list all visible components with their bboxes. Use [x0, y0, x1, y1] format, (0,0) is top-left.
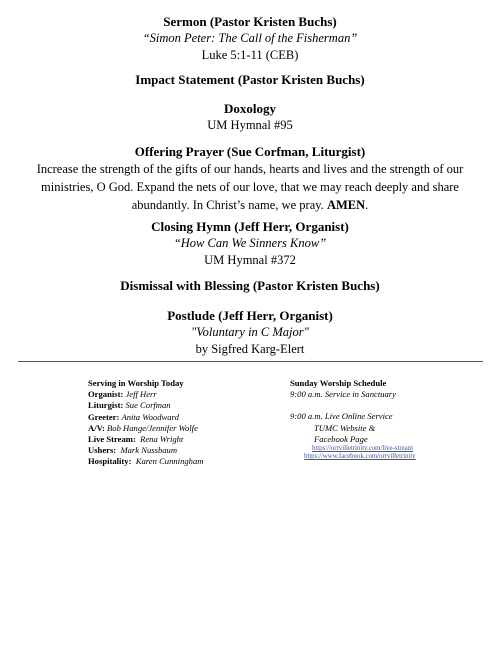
dismissal-heading: Dismissal with Blessing (Pastor Kristen Buchs)	[120, 278, 380, 293]
role-name: Mark Nussbaum	[120, 445, 178, 456]
role-label: Liturgist:	[88, 400, 124, 411]
section-divider	[18, 361, 483, 362]
postlude-title: "Voluntary in C Major"	[191, 325, 309, 339]
serving-column	[88, 378, 288, 468]
postlude-section	[0, 307, 500, 358]
closing-hymn-title: “How Can We Sinners Know”	[173, 236, 327, 250]
impact-section	[0, 71, 500, 88]
schedule-website: TUMC Website &	[314, 422, 376, 433]
live-stream-link[interactable]: https://orrvilletrinity.com/live-stream	[312, 445, 413, 453]
offering-section	[0, 143, 500, 214]
schedule-online: 9:00 a.m. Live Online Service	[290, 411, 393, 422]
schedule-sanctuary: 9:00 a.m. Service in Sanctuary	[290, 389, 396, 400]
doxology-hymn: UM Hymnal #95	[207, 118, 293, 132]
serving-role-row	[88, 445, 288, 456]
closing-heading: Closing Hymn (Jeff Herr, Organist)	[151, 219, 349, 234]
serving-role-row	[88, 456, 288, 467]
sermon-title: “Simon Peter: The Call of the Fisherman”	[142, 31, 358, 45]
role-label: Hospitality:	[88, 456, 132, 467]
sermon-section	[0, 13, 500, 64]
postlude-composer: by Sigfred Karg-Elert	[195, 342, 305, 356]
role-label: A/V:	[88, 422, 105, 433]
offering-heading: Offering Prayer (Sue Corfman, Liturgist)	[134, 144, 366, 159]
facebook-link[interactable]: https://www.facebook.com/orrvilletrinity	[304, 453, 416, 461]
serving-role-row	[88, 412, 288, 423]
doxology-section	[0, 100, 500, 134]
impact-heading: Impact Statement (Pastor Kristen Buchs)	[135, 72, 365, 87]
serving-heading: Serving in Worship Today	[88, 378, 184, 388]
serving-role-row	[88, 400, 288, 411]
schedule-spacer	[290, 400, 480, 411]
role-label: Ushers:	[88, 445, 117, 456]
schedule-facebook: Facebook Page	[314, 433, 368, 444]
schedule-heading: Sunday Worship Schedule	[290, 378, 387, 388]
role-label: Greeter:	[88, 411, 120, 422]
closing-hymn-number: UM Hymnal #372	[204, 253, 296, 267]
closing-section	[0, 218, 500, 269]
sermon-scripture: Luke 5:1-11 (CEB)	[201, 48, 299, 62]
role-label: Organist:	[88, 389, 124, 400]
role-name: Rena Wright	[140, 434, 184, 445]
schedule-column	[290, 378, 480, 462]
serving-role-row	[88, 389, 288, 400]
dismissal-section	[0, 277, 500, 294]
role-name: Jeff Herr	[125, 389, 157, 400]
serving-role-row	[88, 434, 288, 445]
sermon-heading: Sermon (Pastor Kristen Buchs)	[163, 14, 337, 29]
offering-prayer-text	[0, 160, 500, 214]
role-name: Karen Cunningham	[135, 456, 204, 467]
role-name: Anita Woodward	[121, 411, 179, 422]
postlude-heading: Postlude (Jeff Herr, Organist)	[167, 308, 333, 323]
offering-period: .	[365, 198, 369, 212]
role-name: Bob Hange/Jennifer Wolfe	[107, 422, 198, 433]
offering-prayer-body: Increase the strength of the gifts of our hands, hearts and lives and the strength of our ministries, O God. Expand the nets of our love, that we may reach deeply and share abundantly. In Christ’s name, we pray.	[36, 162, 464, 212]
doxology-heading: Doxology	[224, 101, 276, 116]
role-label: Live Stream:	[88, 434, 136, 445]
role-name: Sue Corfman	[125, 400, 171, 411]
serving-role-row	[88, 423, 288, 434]
offering-amen: AMEN	[326, 198, 366, 212]
